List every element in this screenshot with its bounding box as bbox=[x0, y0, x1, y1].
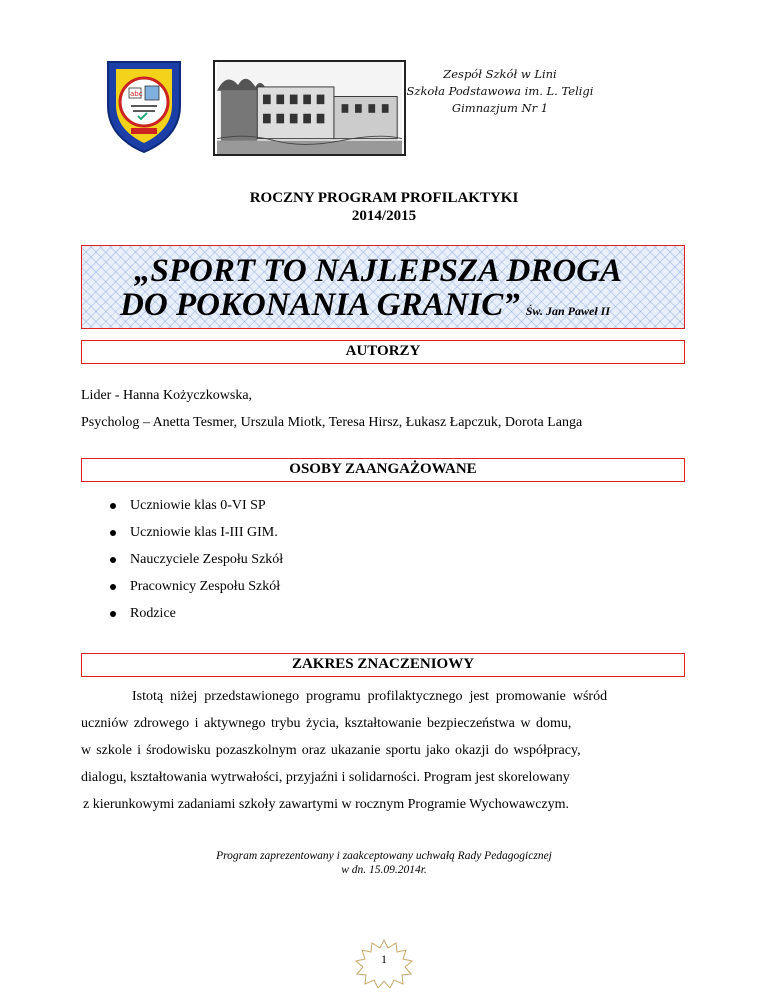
list-item bbox=[110, 605, 283, 632]
school-name-line: Gimnazjum Nr 1 bbox=[451, 101, 549, 115]
motto-line-2-text: DO POKONANIA GRANIC” bbox=[120, 287, 520, 323]
document-year: 2014/2015 bbox=[351, 208, 417, 224]
list-item bbox=[110, 524, 283, 551]
list-item bbox=[110, 551, 283, 578]
bullet-icon bbox=[110, 503, 116, 509]
list-item bbox=[110, 497, 283, 524]
list-item-label: Rodzice bbox=[130, 606, 176, 621]
list-item bbox=[110, 578, 283, 605]
page-number: 1 bbox=[381, 952, 387, 966]
list-item-label: Nauczyciele Zespołu Szkół bbox=[130, 552, 284, 567]
scope-paragraph bbox=[81, 689, 685, 824]
school-names bbox=[400, 66, 600, 117]
scope-line: uczniów zdrowego i aktywnego trybu życia, kształtowanie bezpieczeństwa w domu, bbox=[81, 716, 572, 731]
section-heading-scope: ZAKRES ZNACZENIOWY bbox=[81, 653, 685, 677]
scope-line: dialogu, kształtowania wytrwałości, przyjaźni i solidarności. Program jest skorelowany bbox=[81, 770, 570, 785]
scope-line: w szkole i środowisku pozaszkolnym oraz ukazanie sportu jako okazji do współpracy, bbox=[81, 743, 581, 758]
section-heading-authors: AUTORZY bbox=[81, 340, 685, 364]
motto-line-1: „SPORT TO NAJLEPSZA DROGA bbox=[134, 253, 623, 289]
bullet-icon bbox=[110, 611, 116, 617]
list-item-label: Uczniowie klas I-III GIM. bbox=[130, 525, 278, 540]
motto-author: Św. Jan Paweł II bbox=[525, 304, 610, 318]
motto-box bbox=[81, 245, 685, 329]
section-heading-involved: OSOBY ZAANGAŻOWANE bbox=[81, 458, 685, 482]
scope-line: Istotą niżej przedstawionego programu profilaktycznego jest promowanie wśród bbox=[132, 689, 608, 704]
bullet-icon bbox=[110, 557, 116, 563]
school-name-line: Zespół Szkół w Lini bbox=[443, 67, 557, 81]
authors-psychologists: Psycholog – Anetta Tesmer, Urszula Miotk, Teresa Hirsz, Łukasz Łapczuk, Dorota Langa bbox=[81, 415, 583, 430]
approval-note-line-1: Program zaprezentowany i zaakceptowany uchwałą Rady Pedagogicznej bbox=[216, 850, 552, 862]
document-title: ROCZNY PROGRAM PROFILAKTYKI bbox=[249, 190, 519, 206]
school-crest-logo bbox=[103, 58, 185, 154]
school-building-photo bbox=[213, 60, 406, 156]
motto-line-2 bbox=[120, 286, 610, 330]
authors-lider: Lider - Hanna Kożyczkowska, bbox=[81, 388, 253, 403]
school-name-line: Szkoła Podstawowa im. L. Teligi bbox=[406, 84, 594, 98]
list-item-label: Pracownicy Zespołu Szkół bbox=[130, 579, 281, 594]
approval-note-line-2: w dn. 15.09.2014r. bbox=[341, 864, 427, 876]
list-item-label: Uczniowie klas 0-VI SP bbox=[130, 498, 266, 513]
svg-text:abc: abc bbox=[130, 90, 143, 98]
involved-list bbox=[110, 497, 283, 632]
bullet-icon bbox=[110, 584, 116, 590]
bullet-icon bbox=[110, 530, 116, 536]
scope-line: z kierunkowymi zadaniami szkoły zawartymi w rocznym Programie Wychowawczym. bbox=[83, 797, 570, 812]
